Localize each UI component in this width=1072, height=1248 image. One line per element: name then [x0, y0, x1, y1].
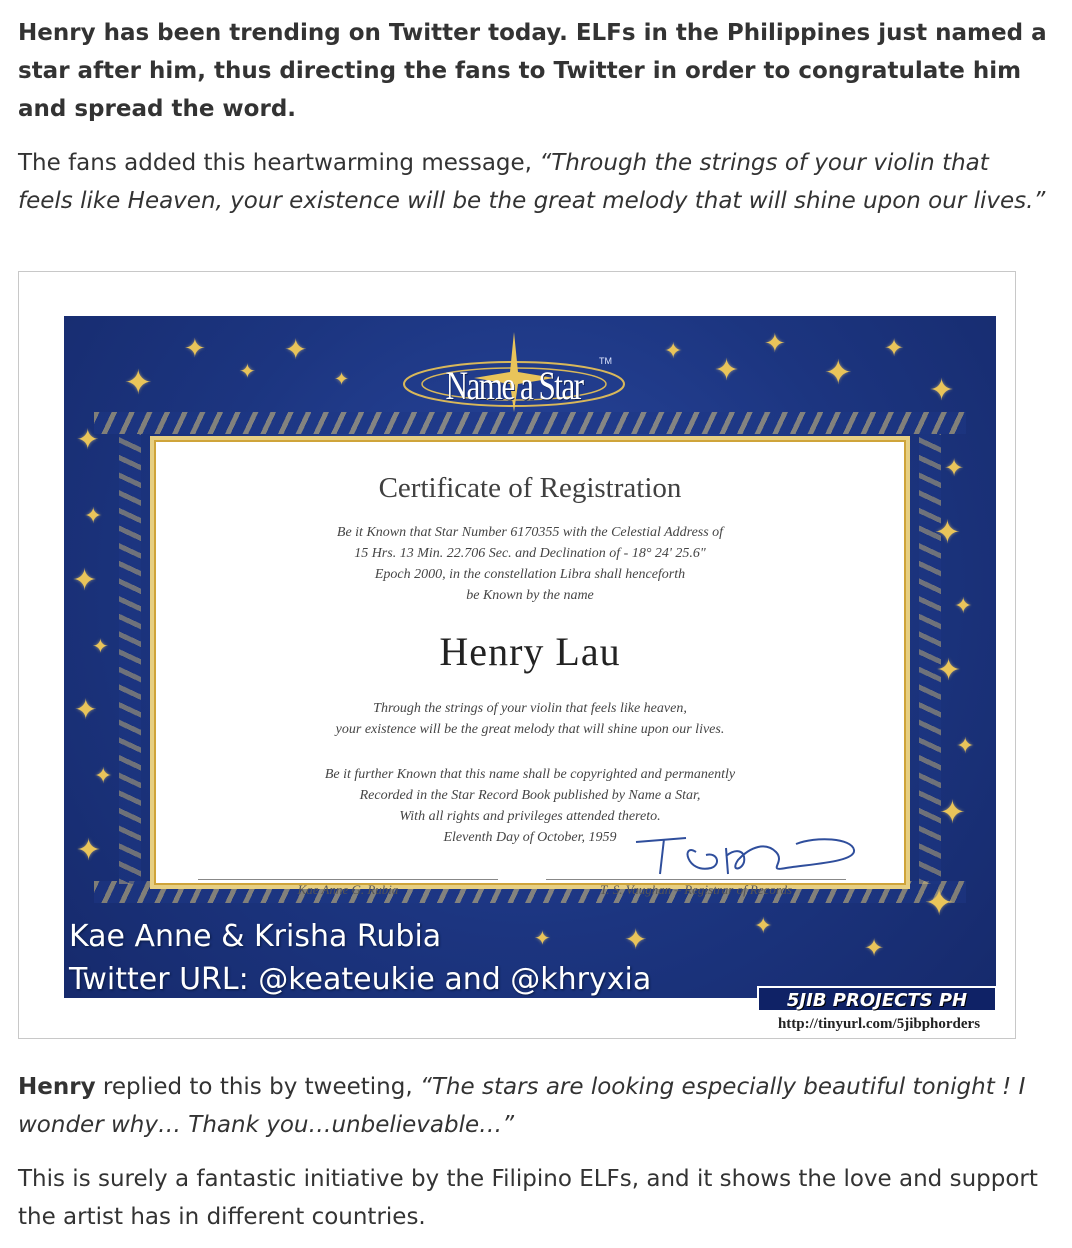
watermark-url: http://tinyurl.com/5jibphorders [777, 1016, 981, 1032]
signature-line-right [546, 879, 846, 880]
intro-paragraph: Henry has been trending on Twitter today. ELFs in the Philippines just named a star after him, thus directing the fans to Twitter in order to congratulate him and spread the word. [18, 20, 1047, 122]
star-icon: ✦ [72, 563, 98, 598]
certificate-closing-line: With all rights and privileges attended thereto. [399, 809, 661, 824]
reply-quote: “The stars are looking especially beautiful tonight ! I wonder why… Thank you…unbelievable…” [18, 1074, 1026, 1138]
star-icon: ✦ [284, 333, 308, 366]
message-lead: The fans added this heartwarming message, [18, 150, 540, 176]
signer-left-label: Kae Anne G. Rubia [297, 882, 399, 897]
star-icon: ✦ [956, 734, 975, 759]
rope-border-left [119, 434, 141, 884]
star-icon: ✦ [934, 513, 961, 551]
star-icon: ✦ [534, 926, 551, 950]
star-frame [64, 316, 996, 998]
star-icon: ✦ [929, 373, 955, 408]
star-icon: ✦ [764, 329, 786, 359]
reply-paragraph [18, 1068, 1048, 1144]
certificate-message-line: your existence will be the great melody that will shine upon our lives. [335, 722, 725, 737]
signature-line-left [198, 879, 498, 880]
star-icon: ✦ [944, 454, 965, 482]
star-icon: ✦ [924, 883, 955, 924]
closing-paragraph: This is surely a fantastic initiative by the Filipino ELFs, and it shows the love and support the artist has in different countries. [18, 1166, 1038, 1230]
signer-right-label: T. S. Vaughan – Registrar of Records [599, 882, 793, 897]
star-icon: ✦ [936, 653, 962, 688]
star-icon: ✦ [334, 369, 350, 390]
star-icon: ✦ [824, 353, 853, 393]
rope-border-top [94, 412, 966, 434]
logo-text: Name a Star [445, 363, 583, 408]
star-icon: ✦ [664, 339, 683, 364]
certificate-closing-line: Be it further Known that this name shall be copyrighted and permanently [324, 767, 736, 782]
name-a-star-logo [394, 332, 634, 414]
certificate-date-line: Eleventh Day of October, 1959 [443, 830, 617, 845]
star-icon: ✦ [94, 764, 113, 789]
certificate-body-line: Epoch 2000, in the constellation Libra shall henceforth [374, 567, 686, 582]
message-paragraph [18, 144, 1048, 220]
certificate-body-line: be Known by the name [466, 588, 594, 603]
trademark-mark: TM [599, 356, 612, 366]
message-quote: “Through the strings of your violin that feels like Heaven, your existence will be the great melody that will shine upon our lives.” [18, 150, 1046, 214]
star-icon: ✦ [864, 934, 885, 962]
star-icon: ✦ [74, 693, 98, 726]
certificate-title: Certificate of Registration [378, 472, 682, 504]
star-icon: ✦ [124, 363, 153, 403]
overlay-twitter: Twitter URL: @keateukie and @khryxia [69, 962, 652, 997]
certificate-body-line: 15 Hrs. 13 Min. 22.706 Sec. and Declination of - 18° 24' 25.6" [354, 546, 706, 561]
star-icon: ✦ [239, 359, 256, 383]
reply-name: Henry [18, 1074, 96, 1100]
reply-lead: replied to this by tweeting, [95, 1074, 420, 1100]
handwritten-signature [626, 822, 866, 882]
star-icon: ✦ [76, 833, 102, 868]
certificate-message-line: Through the strings of your violin that feels like heaven, [373, 701, 687, 716]
certificate-closing-line: Recorded in the Star Record Book published by Name a Star, [359, 788, 701, 803]
star-name: Henry Lau [439, 629, 621, 674]
certificate-body-line: Be it Known that Star Number 6170355 with the Celestial Address of [336, 525, 724, 540]
star-icon: ✦ [884, 334, 905, 362]
overlay-names: Kae Anne & Krisha Rubia [69, 919, 442, 954]
certificate-image [18, 271, 1016, 1039]
watermark-logo: 5JIB PROJECTS PH [757, 986, 997, 1012]
star-icon: ✦ [76, 423, 100, 456]
star-icon: ✦ [184, 334, 206, 364]
star-icon: ✦ [84, 504, 103, 529]
star-icon: ✦ [754, 914, 773, 939]
certificate-panel [154, 440, 906, 897]
star-icon: ✦ [939, 793, 966, 831]
star-icon: ✦ [714, 353, 740, 388]
star-icon: ✦ [954, 594, 973, 619]
star-icon: ✦ [624, 923, 648, 956]
star-icon: ✦ [92, 634, 109, 658]
